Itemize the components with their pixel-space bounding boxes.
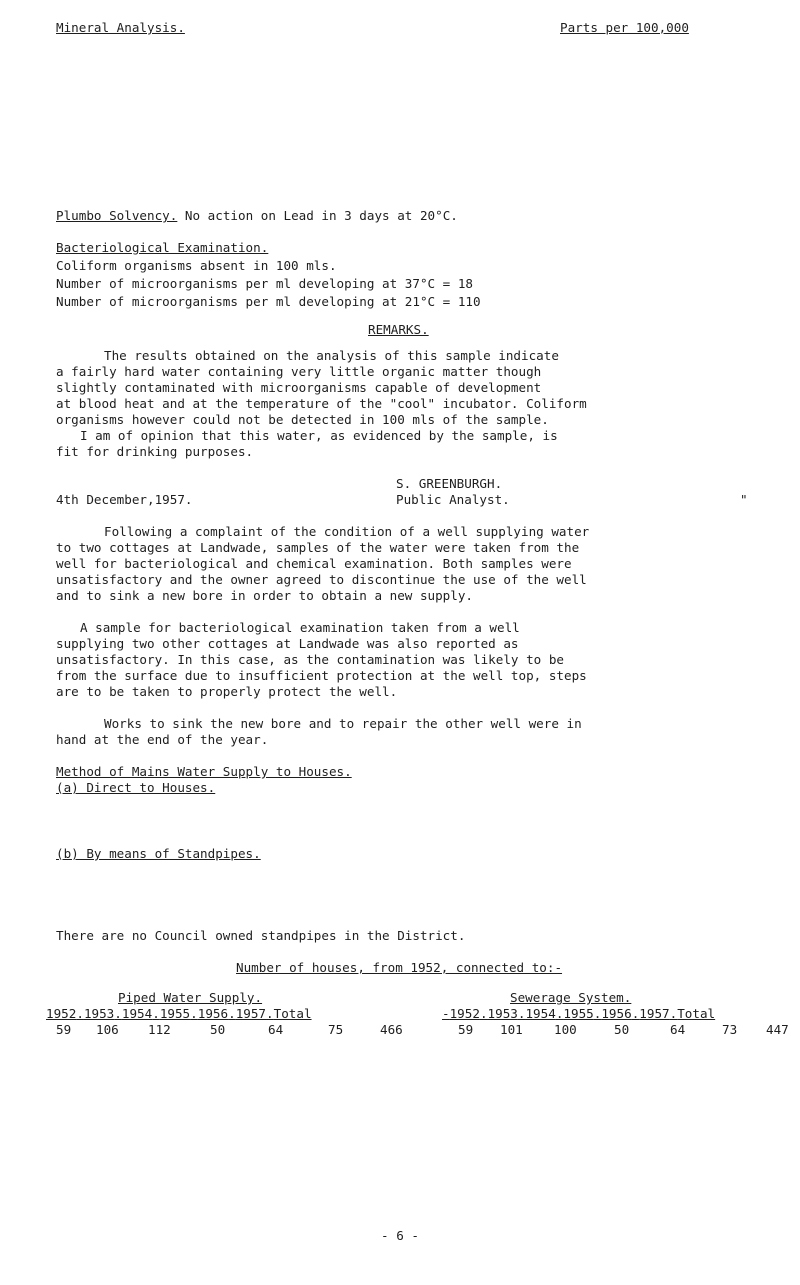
houses-connected-heading: Number of houses, from 1952, connected to:- [236, 960, 563, 975]
piped-value: 59 [56, 1022, 72, 1037]
sewerage-title: Sewerage System. [510, 990, 632, 1005]
paragraph-line: are to be taken to properly protect the well. [56, 684, 398, 699]
bacteriological-heading: Bacteriological Examination. [56, 240, 269, 255]
paragraph-line: A sample for bacteriological examination taken from a well [80, 620, 520, 635]
remarks-line: The results obtained on the analysis of this sample indicate [104, 348, 559, 363]
remarks-line: fit for drinking purposes. [56, 444, 254, 459]
piped-value: 75 [328, 1022, 344, 1037]
signature-name: S. GREENBURGH. [396, 476, 503, 491]
piped-value: 466 [380, 1022, 403, 1037]
plumbo-label: Plumbo Solvency. [56, 208, 178, 223]
bacteriological-line: Number of microorganisms per ml developing at 37°C = 18 [56, 276, 474, 291]
piped-value: 50 [210, 1022, 226, 1037]
standpipes-heading: (b) By means of Standpipes. [56, 846, 261, 861]
remarks-line: I am of opinion that this water, as evidenced by the sample, is [80, 428, 558, 443]
remarks-line: organisms however could not be detected in 100 mls of the sample. [56, 412, 549, 427]
piped-value: 64 [268, 1022, 284, 1037]
sewerage-value: 447 [766, 1022, 789, 1037]
piped-water-title: Piped Water Supply. [118, 990, 263, 1005]
sewerage-value: 64 [670, 1022, 686, 1037]
sewerage-value: 59 [458, 1022, 474, 1037]
paragraph-line: Works to sink the new bore and to repair the other well were in [104, 716, 582, 731]
bacteriological-line: Coliform organisms absent in 100 mls. [56, 258, 337, 273]
direct-heading: (a) Direct to Houses. [56, 780, 216, 795]
signature-date: 4th December,1957. [56, 492, 193, 507]
paragraph-line: unsatisfactory and the owner agreed to discontinue the use of the well [56, 572, 587, 587]
year-header: -1952.1953.1954.1955.1956.1957.Total [442, 1006, 716, 1021]
sewerage-value: 73 [722, 1022, 738, 1037]
mains-heading: Method of Mains Water Supply to Houses. [56, 764, 352, 779]
sewerage-value: 50 [614, 1022, 630, 1037]
sewerage-value: 101 [500, 1022, 523, 1037]
remarks-line: slightly contaminated with microorganisms capable of development [56, 380, 542, 395]
paragraph-line: supplying two other cottages at Landwade was also reported as [56, 636, 519, 651]
paragraph-line: to two cottages at Landwade, samples of the water were taken from the [56, 540, 580, 555]
paragraph-line: unsatisfactory. In this case, as the contamination was likely to be [56, 652, 564, 667]
year-header: 1952.1953.1954.1955.1956.1957.Total [46, 1006, 312, 1021]
piped-value: 112 [148, 1022, 171, 1037]
remarks-line: a fairly hard water containing very little organic matter though [56, 364, 542, 379]
paragraph-line: from the surface due to insufficient protection at the well top, steps [56, 668, 587, 683]
mineral-analysis-heading: Mineral Analysis. [56, 20, 185, 35]
remarks-heading: REMARKS. [368, 322, 429, 337]
piped-value: 106 [96, 1022, 119, 1037]
page-number: - 6 - [381, 1228, 419, 1243]
paragraph-line: well for bacteriological and chemical examination. Both samples were [56, 556, 572, 571]
paragraph-line: hand at the end of the year. [56, 732, 269, 747]
bacteriological-line: Number of microorganisms per ml developing at 21°C = 110 [56, 294, 481, 309]
parts-per-heading: Parts per 100,000 [560, 20, 689, 35]
plumbo-text: No action on Lead in 3 days at 20°C. [184, 208, 458, 223]
paragraph-line: Following a complaint of the condition of a well supplying water [104, 524, 590, 539]
signature-title: Public Analyst. [396, 492, 510, 507]
plumbo-solvency-line [56, 208, 458, 224]
paragraph-line: and to sink a new bore in order to obtain a new supply. [56, 588, 474, 603]
remarks-line: at blood heat and at the temperature of the "cool" incubator. Coliform [56, 396, 587, 411]
closing-quote: " [740, 492, 748, 507]
standpipes-note: There are no Council owned standpipes in the District. [56, 928, 466, 943]
sewerage-value: 100 [554, 1022, 577, 1037]
